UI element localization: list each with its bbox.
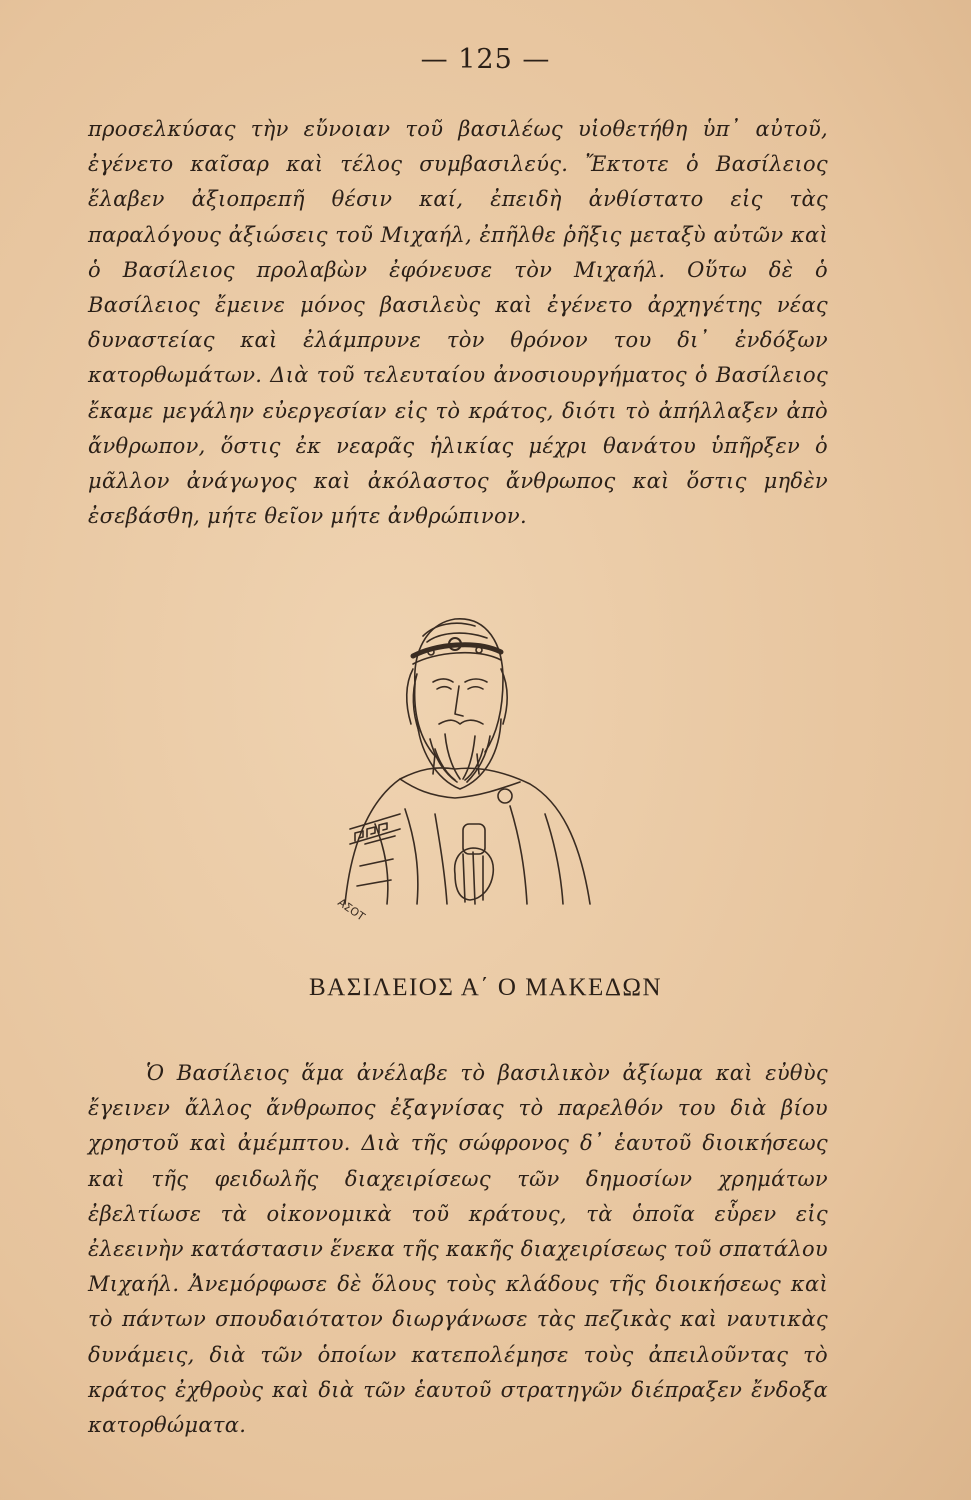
page-number: — 125 — [420,44,551,75]
portrait-engraving [305,574,615,934]
body-paragraph-2: Ὁ Βασίλειος ἅμα ἀνέλαβε τὸ βασιλικὸν ἀξίωμα καὶ εὐθὺς ἔγεινεν ἄλλος ἄνθρωπος ἐξαγνίσας τὸ παρελθόν του διὰ βίου χρηστοῦ καὶ ἀμέμπτου. Διὰ τῆς σώφρονος δ᾿ ἑαυτοῦ διοικήσεως καὶ τῆς φειδωλῆς διαχειρίσεως τῶν δημοσίων χρημάτων ἐβελτίωσε τὰ οἰκονομικὰ τοῦ κράτους, τὰ ὁποῖα εὗρεν εἰς ἐλεεινὴν κατάστασιν ἕνεκα τῆς κακῆς διαχειρίσεως τοῦ σπατάλου Μιχαήλ. Ἀνεμόρφωσε δὲ ὅλους τοὺς κλάδους τῆς διοικήσεως καὶ τὸ πάντων σπουδαιότατον διωργάνωσε τὰς πεζικὰς καὶ ναυτικὰς δυνάμεις, διὰ τῶν ὁποίων κατεπολέμησε τοὺς ἀπειλοῦντας τὸ κράτος ἐχθροὺς καὶ διὰ τῶν ἑαυτοῦ στρατηγῶν διέπραξεν ἔνδοξα κατορθώματα. [88,1061,828,1438]
body-paragraph-1: προσελκύσας τὴν εὔνοιαν τοῦ βασιλέως υἱοθετήθη ὑπ᾿ αὐτοῦ, ἐγένετο καῖσαρ καὶ τέλος συμβασιλεύς. Ἔκτοτε ὁ Βασίλειος ἔλαβεν ἀξιοπρεπῆ θέσιν καί, ἐπειδὴ ἀνθίστατο εἰς τὰς παραλόγους ἀξιώσεις τοῦ Μιχαήλ, ἐπῆλθε ῥῆξις μεταξὺ αὐτῶν καὶ ὁ Βασίλειος προλαβὼν ἐφόνευσε τὸν Μιχαήλ. Οὕτω δὲ ὁ Βασίλειος ἔμεινε μόνος βασιλεὺς καὶ ἐγένετο ἀρχηγέτης νέας δυναστείας καὶ ἐλάμπρυνε τὸν θρόνον του δι᾿ ἐνδόξων κατορθωμάτων. Διὰ τοῦ τελευταίου ἀνοσιουργήματος ὁ Βασίλειος ἔκαμε μεγάλην εὐεργεσίαν εἰς τὸ κράτος, διότι τὸ ἀπήλλαξεν ἀπὸ ἄνθρωπον, ὅστις ἐκ νεαρᾶς ἡλικίας μέχρι θανάτου ὑπῆρξεν ὁ μᾶλλον ἀνάγωγος καὶ ἀκόλαστος ἄνθρωπος καὶ ὅστις μηδὲν ἐσεβάσθη, μήτε θεῖον μήτε ἀνθρώπινον. [88,117,828,529]
engraver-mark: ΑΣΟΤ [335,895,368,924]
portrait-caption: ΒΑΣΙΛΕΙΟΣ Α΄ Ο ΜΑΚΕΔΩΝ [308,974,663,1001]
